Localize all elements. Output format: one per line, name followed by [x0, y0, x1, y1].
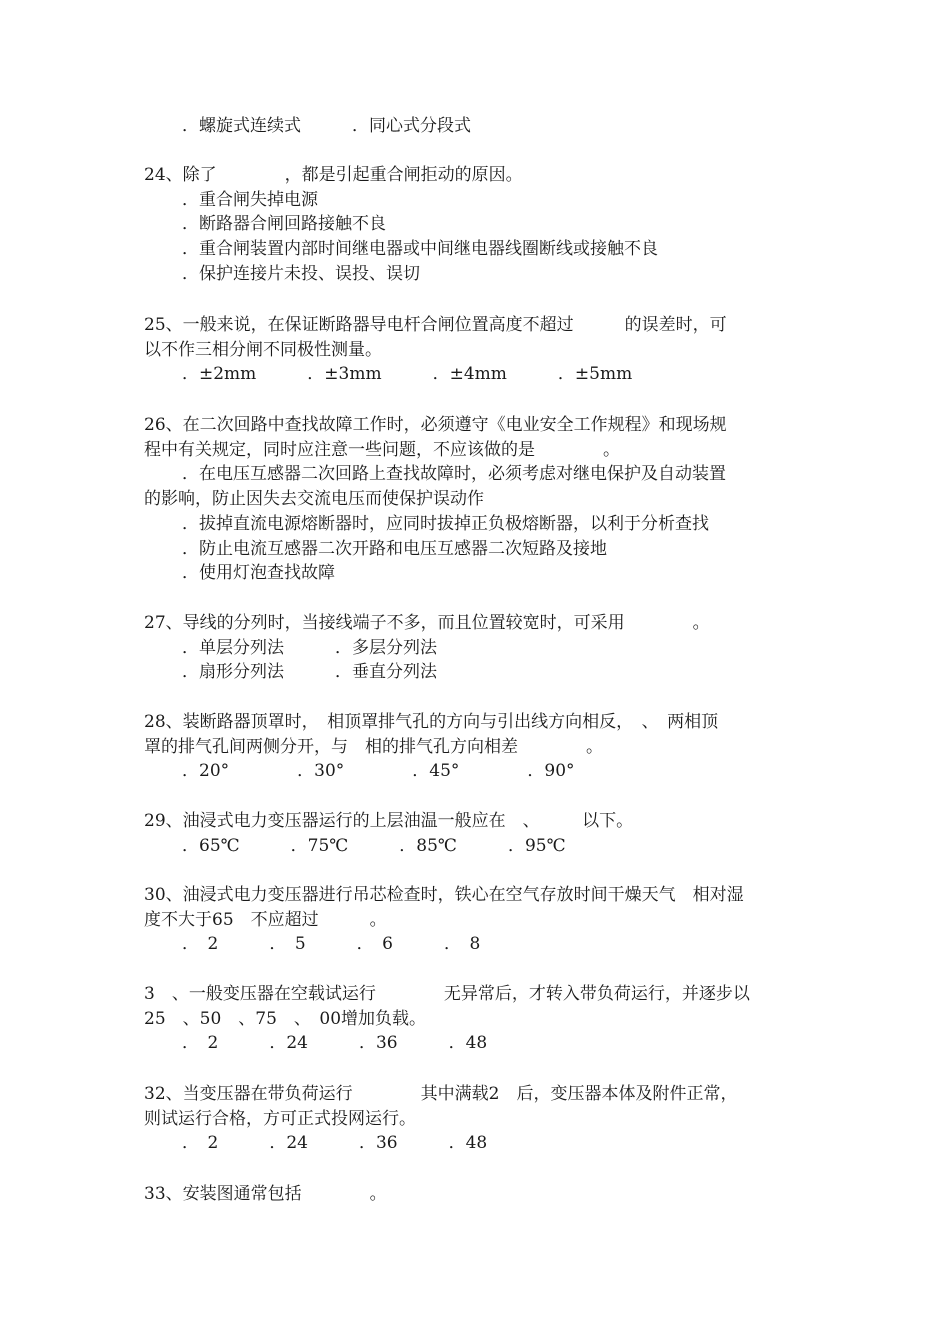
- answer-option: ． 2 ．24 ．36 ．48: [182, 1033, 488, 1053]
- answer-option: ．使用灯泡查找故障: [182, 563, 335, 583]
- question-text: 则试运行合格，方可正式投网运行。: [144, 1109, 416, 1129]
- question-text: 32、当变压器在带负荷运行 其中满载2 后，变压器本体及附件正常，: [144, 1084, 738, 1104]
- question-text: 24、除了 ，都是引起重合闸拒动的原因。: [144, 165, 523, 185]
- answer-option: ．20° ．30° ．45° ．90°: [182, 761, 575, 781]
- question-text: 25 、50 、75 、 00增加负载。: [144, 1009, 427, 1029]
- question-text: 以不作三相分闸不同极性测量。: [144, 340, 382, 360]
- answer-option: ．在电压互感器二次回路上查找故障时，必须考虑对继电保护及自动装置: [182, 464, 726, 484]
- answer-option: ．断路器合闸回路接触不良: [182, 214, 386, 234]
- question-text: 程中有关规定，同时应注意一些问题，不应该做的是 。: [144, 440, 620, 460]
- question-text: 25、一般来说，在保证断路器导电杆合闸位置高度不超过 的误差时，可: [144, 315, 727, 335]
- answer-option: ．单层分列法 ．多层分列法: [182, 638, 437, 658]
- question-text: 29、油浸式电力变压器运行的上层油温一般应在 、 以下。: [144, 811, 634, 831]
- answer-options: ．螺旋式连续式 ．同心式分段式: [182, 116, 471, 136]
- answer-option: ．防止电流互感器二次开路和电压互感器二次短路及接地: [182, 539, 607, 559]
- question-text: 罩的排气孔间两侧分开，与 相的排气孔方向相差 。: [144, 737, 603, 757]
- question-text: 33、安装图通常包括 。: [144, 1184, 387, 1204]
- answer-option: ．±2mm ．±3mm ．±4mm ．±5mm: [182, 364, 633, 384]
- answer-option: ．65℃ ．75℃ ．85℃ ．95℃: [182, 836, 566, 856]
- answer-option: ．保护连接片未投、误投、误切: [182, 264, 420, 284]
- answer-option: 的影响，防止因失去交流电压而使保护误动作: [144, 489, 484, 509]
- question-text: 度不大于65 不应超过 。: [144, 910, 387, 930]
- answer-option: ．扇形分列法 ．垂直分列法: [182, 662, 437, 682]
- answer-option: ． 2 ． 5 ． 6 ． 8: [182, 934, 481, 954]
- question-text: 28、装断路器顶罩时， 相顶罩排气孔的方向与引出线方向相反， 、 两相顶: [144, 712, 719, 732]
- answer-option: ．拔掉直流电源熔断器时，应同时拔掉正负极熔断器，以利于分析查找: [182, 514, 709, 534]
- answer-option: ．重合闸失掉电源: [182, 190, 318, 210]
- answer-option: ．重合闸装置内部时间继电器或中间继电器线圈断线或接触不良: [182, 239, 658, 259]
- question-text: 27、导线的分列时，当接线端子不多，而且位置较宽时，可采用 。: [144, 613, 710, 633]
- question-text: 30、油浸式电力变压器进行吊芯检查时，铁心在空气存放时间干燥天气 相对湿: [144, 885, 744, 905]
- question-text: 3 、一般变压器在空载试运行 无异常后，才转入带负荷运行，并逐步以: [144, 984, 750, 1004]
- answer-option: ． 2 ．24 ．36 ．48: [182, 1133, 488, 1153]
- question-text: 26、在二次回路中查找故障工作时，必须遵守《电业安全工作规程》和现场规: [144, 415, 727, 435]
